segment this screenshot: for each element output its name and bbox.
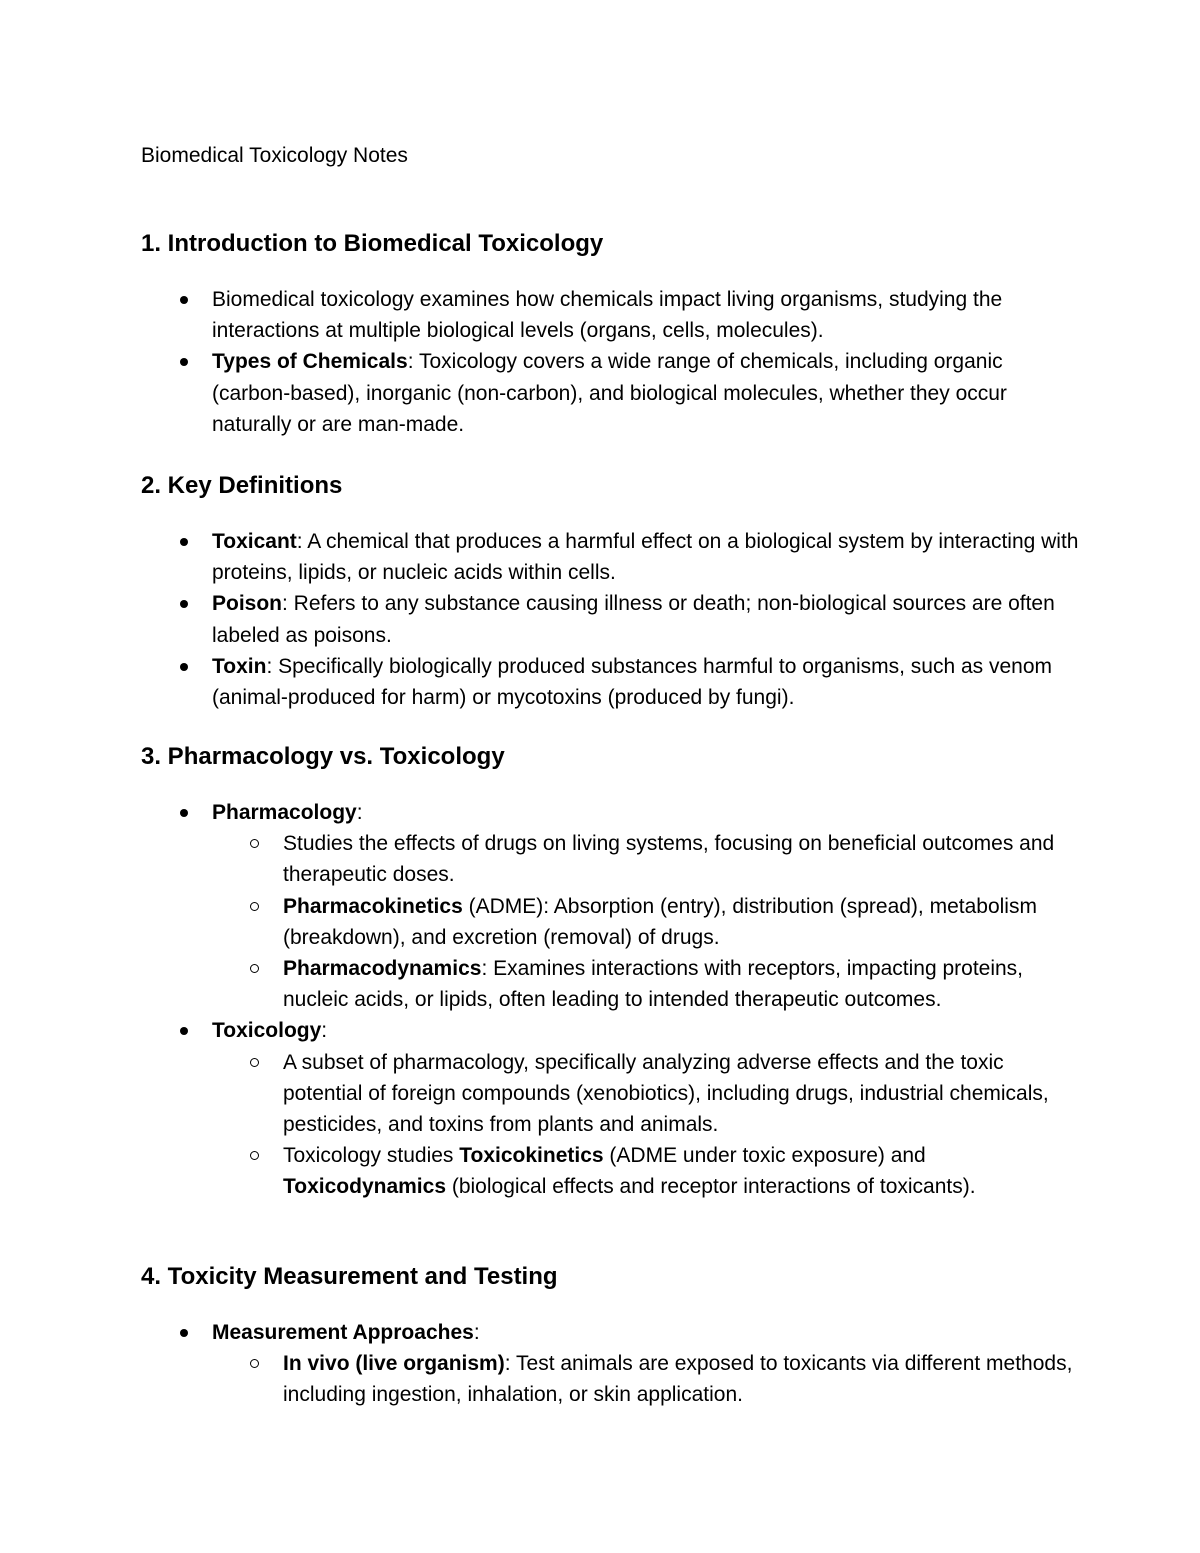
section-pharmacology-vs-toxicology (141, 742, 1081, 1203)
sub-list-item (141, 828, 1081, 890)
item-text: : (356, 801, 363, 824)
list-item (141, 526, 1081, 588)
item-text: : (473, 1321, 480, 1344)
section-heading: 1. Introduction to Biomedical Toxicology (141, 230, 604, 257)
sub-list-item (141, 953, 1081, 1015)
list-item (141, 651, 1081, 713)
list-item (141, 588, 1081, 650)
item-text: : Examines interactions with receptors, impacting proteins, nucleic acids, or lipids, often leading to intended therapeutic outcomes. (283, 957, 1024, 1012)
item-term: Toxin (212, 654, 267, 678)
section-key-definitions (141, 471, 1081, 713)
bullet-list (141, 526, 1081, 713)
item-term: Toxicant (212, 530, 297, 553)
section-toxicity-measurement (141, 1262, 1081, 1411)
item-term: Pharmacokinetics (283, 894, 463, 918)
item-text: : Specifically biologically produced substances harmful to organisms, such as venom (animal-produced for harm) or mycotoxins (produced by fungi). (212, 654, 1053, 710)
item-term: Types of Chemicals (212, 350, 408, 374)
item-term: Toxicokinetics (459, 1144, 604, 1168)
item-text: Studies the effects of drugs on living systems, focusing on beneficial outcomes and therapeutic doses. (283, 832, 1055, 887)
sub-list-item (141, 891, 1081, 953)
item-term: In vivo (live organism) (283, 1352, 505, 1376)
item-term: Measurement Approaches (212, 1321, 474, 1344)
item-text: Biomedical toxicology examines how chemicals impact living organisms, studying the interactions at multiple biological levels (organs, cells, molecules). (212, 288, 1003, 343)
list-item (141, 1015, 1081, 1046)
item-text: : (321, 1019, 328, 1043)
item-text: (biological effects and receptor interactions of toxicants). (446, 1175, 976, 1199)
sub-list-item (141, 1047, 1081, 1141)
sub-list-item (141, 1348, 1081, 1410)
item-text: Toxicology studies (283, 1144, 460, 1168)
item-term: Poison (212, 592, 283, 616)
section-heading: 4. Toxicity Measurement and Testing (141, 1263, 558, 1290)
list-item (141, 1317, 1081, 1348)
item-text: : Refers to any substance causing illness or death; non-biological sources are often labeled as poisons. (212, 592, 1055, 647)
item-text: : Toxicology covers a wide range of chemicals, including organic (carbon-based), inorganic (non-carbon), and biological molecules, whether they occur naturally or are man-made. (212, 350, 1007, 436)
bullet-list (141, 797, 1081, 1203)
item-term: Pharmacodynamics (283, 957, 482, 981)
item-text: (ADME): Absorption (entry), distribution (spread), metabolism (breakdown), and excretion (removal) of drugs. (283, 894, 1037, 949)
section-introduction (141, 229, 1081, 440)
bullet-list (141, 1317, 1081, 1411)
item-text: : A chemical that produces a harmful effect on a biological system by interacting with proteins, lipids, or nucleic acids within cells. (212, 530, 1079, 585)
list-item (141, 346, 1081, 440)
item-text: : Test animals are exposed to toxicants via different methods, including ingestion, inhalation, or skin application. (283, 1352, 1073, 1407)
item-term: Toxicodynamics (283, 1175, 446, 1199)
item-term: Pharmacology (212, 801, 357, 824)
item-text: (ADME under toxic exposure) and (603, 1144, 926, 1168)
item-text: A subset of pharmacology, specifically analyzing adverse effects and the toxic potential of foreign compounds (xenobiotics), including drugs, industrial chemicals, pesticides, and toxins from plants and animals. (283, 1050, 1049, 1137)
item-term: Toxicology (212, 1019, 322, 1043)
section-heading: 2. Key Definitions (141, 472, 343, 499)
list-item (141, 284, 1081, 346)
section-heading: 3. Pharmacology vs. Toxicology (141, 743, 505, 770)
document-title: Biomedical Toxicology Notes (141, 144, 408, 167)
sub-list-item (141, 1140, 1081, 1202)
list-item (141, 797, 1081, 828)
bullet-list (141, 284, 1081, 440)
